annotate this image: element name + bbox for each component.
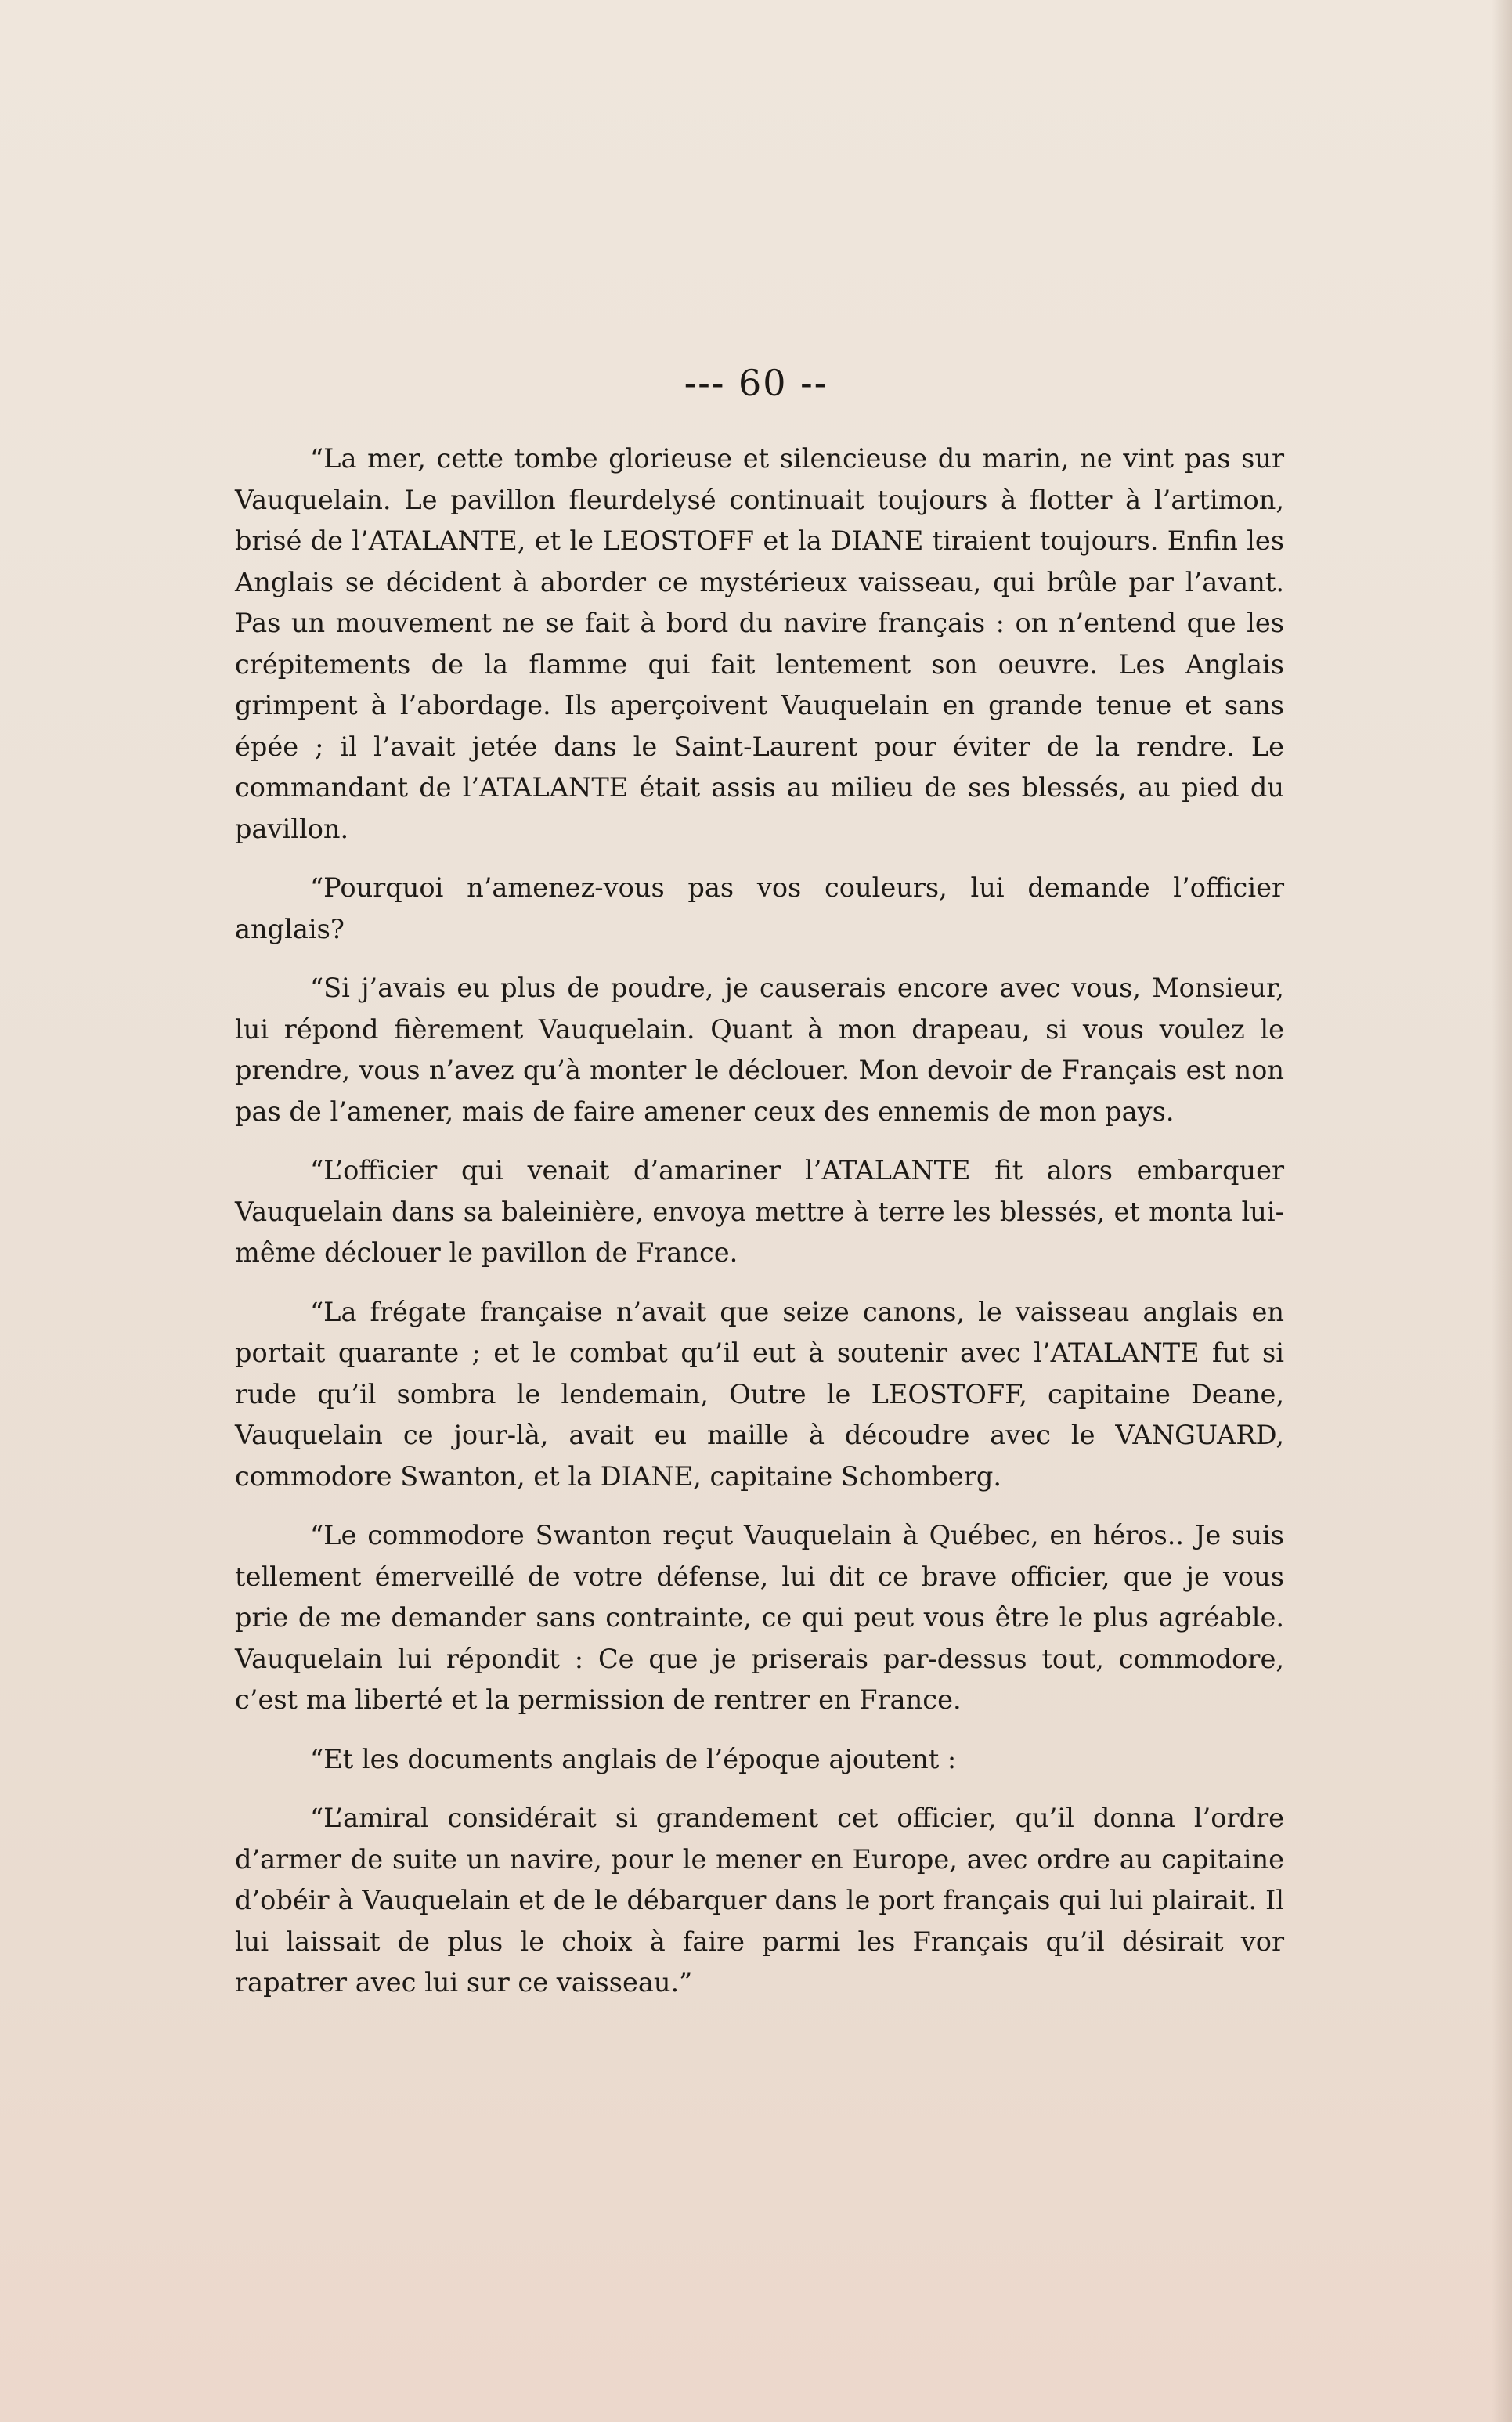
page-number: --- 60 -- (684, 362, 828, 404)
paragraph-3: “Si j’avais eu plus de poudre, je causerais encore avec vous, Monsieur, lui répond fièrement Vauquelain. Quant à mon drapeau, si vous voulez le prendre, vous n’avez qu’à monter le déclouer. Mon devoir de Français est non pas de l’amener, mais de faire amener ceux des ennemis de mon pays. (235, 973, 1284, 1127)
body-text (235, 439, 1284, 2022)
paragraph-7: “Et les documents anglais de l’époque ajoutent : (310, 1743, 957, 1774)
paragraph-6: “Le commodore Swanton reçut Vauquelain à Québec, en héros.. Je suis tellement émerveillé de votre défense, lui dit ce brave officier, que je vous prie de me demander sans contrainte, ce qui peut vous être le plus agréable. Vauquelain lui répondit : Ce que je priserais par-dessus tout, commodore, c’est ma liberté et la permission de rentrer en France. (235, 1520, 1284, 1715)
paragraph-2: “Pourquoi n’amenez-vous pas vos couleurs, lui demande l’officier anglais? (235, 872, 1284, 944)
paragraph-4: “L’officier qui venait d’amariner l’ATALANTE fit alors embarquer Vauquelain dans sa baleinière, envoya mettre à terre les blessés, et monta lui-même déclouer le pavillon de France. (235, 1155, 1284, 1268)
paragraph-1: “La mer, cette tombe glorieuse et silencieuse du marin, ne vint pas sur Vauquelain. Le pavillon fleurdelysé continuait toujours à flotter à l’artimon, brisé de l’ATALANTE, et le LEOSTOFF et la DIANE tiraient toujours. Enfin les Anglais se décident à aborder ce mystérieux vaisseau, qui brûle par l’avant. Pas un mouvement ne se fait à bord du navire français : on n’entend que les crépitements de la flamme qui fait lentement son oeuvre. Les Anglais grimpent à l’abordage. Ils aperçoivent Vauquelain en grande tenue et sans épée ; il l’avait jetée dans le Saint-Laurent pour éviter de la rendre. Le commandant de l’ATALANTE était assis au milieu de ses blessés, au pied du pavillon. (235, 443, 1284, 844)
paragraph-5: “La frégate française n’avait que seize canons, le vaisseau anglais en portait quarante ; et le combat qu’il eut à soutenir avec l’ATALANTE fut si rude qu’il sombra le lendemain, Outre le LEOSTOFF, capitaine Deane, Vauquelain ce jour-là, avait eu maille à découdre avec le VANGUARD, commodore Swanton, et la DIANE, capitaine Schomberg. (235, 1296, 1284, 1492)
paragraph-8: “L’amiral considérait si grandement cet officier, qu’il donna l’ordre d’armer de suite un navire, pour le mener en Europe, avec ordre au capitaine d’obéir à Vauquelain et de le débarquer dans le port français qui lui plairait. Il lui laissait de plus le choix à faire parmi les Français qu’il désirait vor rapatrer avec lui sur ce vaisseau.” (235, 1803, 1284, 1998)
